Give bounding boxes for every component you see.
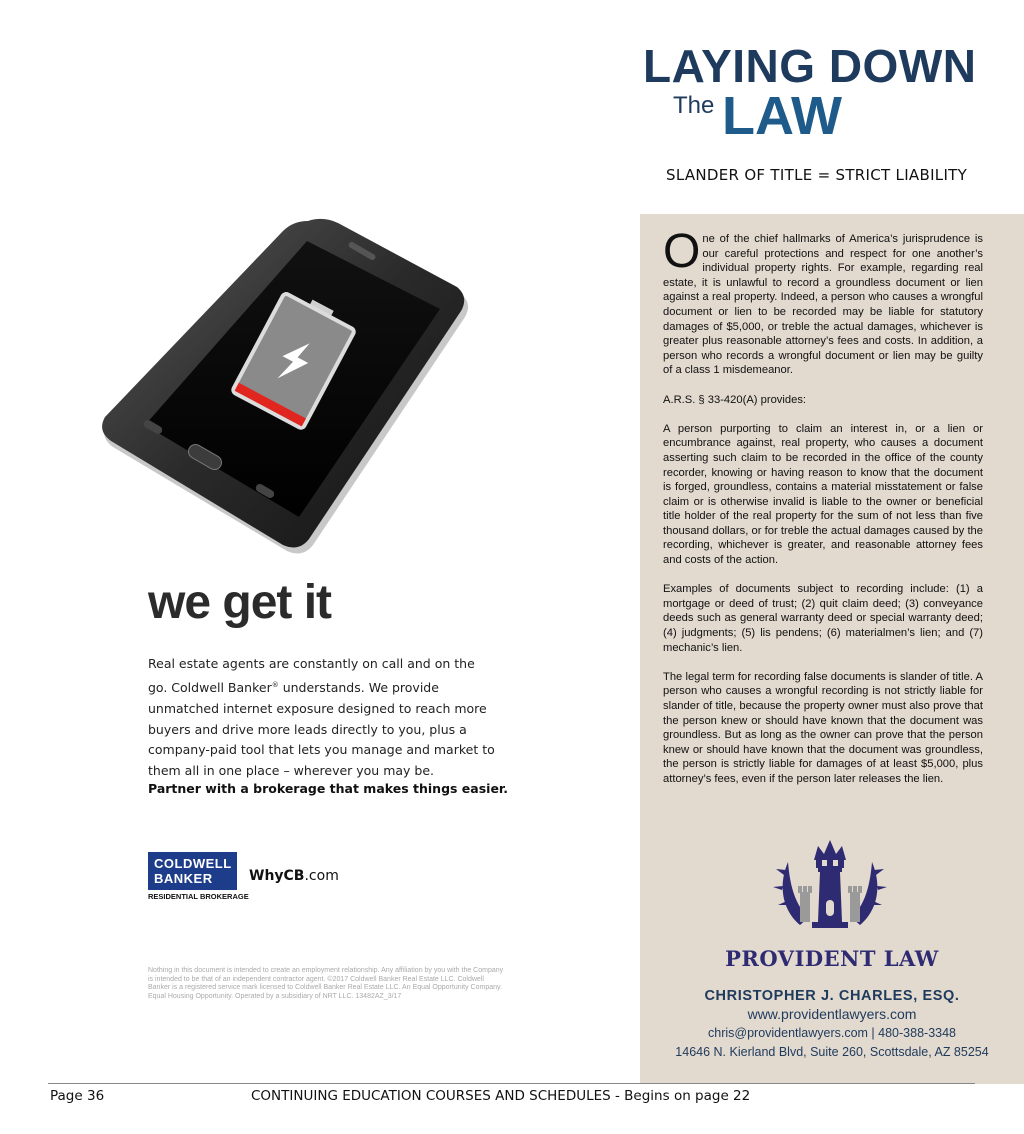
title-the: The	[673, 92, 715, 119]
drop-cap: O	[663, 225, 701, 278]
article-paragraph-5: The legal term for recording false documents is slander of title. A person who causes a wrongful recording is not strictly liable for slander of title, because the property owner must also prove that the person knew or should have known that the document was groundless. But as long as the owner can prove that the person knew or should have known that the document was groundless, the person is strictly liable for damages of at least $5,000, plus attorney’s fees, even if the person later releases the lien.	[663, 670, 983, 785]
article-paragraph-4: Examples of documents subject to recording include: (1) a mortgage or deed of trust; (2) quit claim deed; (3) conveyance deeds such as general warranty deed or special warranty deed; (4) judgments; (5) lis pendens; (6) materialmen’s lien; and (7) mechanic’s lien.	[663, 583, 983, 654]
footer-text: CONTINUING EDUCATION COURSES AND SCHEDULES - Begins on page 22	[251, 1088, 751, 1104]
article-paragraph-1: One of the chief hallmarks of America’s jurisprudence is our careful protections and respect for one another’s individual property rights. For example, regarding real estate, it is unlawful to record a groundless document or lien against a real property. Indeed, a person who causes a wrongful document or lien to be recorded may be liable for statutory damages of $5,000, or treble the actual damages, whichever is greater plus reasonable attorney’s fees and costs. In addition, a person who records a wrongful document or lien may be guilty of a class 1 misdemeanor.	[663, 225, 983, 377]
coldwell-banker-logo: COLDWELL BANKER	[148, 852, 237, 890]
page-title: LAYING DOWN	[643, 40, 977, 92]
article-paragraph-3: A person purporting to claim an interest in, or a lien or encumbrance against, real property, who causes a document asserting such claim to be recorded in the office of the county recorder, knowing or having reason to know that the document is forged, groundless, contains a material misstatement or false claim or is otherwise invalid is liable to the owner or beneficial title holder of the real property for the sum of not less than five thousand dollars, or for treble the actual damages caused by the recording, whichever is greater, and reasonable attorney fees and costs of the action.	[663, 422, 983, 567]
logo-subtitle: RESIDENTIAL BROKERAGE	[148, 892, 249, 901]
website-link[interactable]: www.providentlawyers.com	[747, 1006, 917, 1022]
ad-call-to-action: Partner with a brokerage that makes things easier.	[148, 781, 509, 796]
page-number: Page 36	[50, 1088, 105, 1104]
smartphone-low-battery-icon	[95, 215, 475, 560]
footer-divider	[48, 1083, 975, 1084]
ad-body-text: Real estate agents are constantly on call and on the go. Coldwell Banker® understands. We provide unmatched internet exposure designed to reach more buyers and drive more leads directly to you, plus a company-paid tool that lets you manage and market to them all in one place – wherever you may be.	[148, 656, 495, 779]
contact-info: chris@providentlawyers.com | 480-388-3348	[708, 1026, 956, 1040]
ad-url-link[interactable]: WhyCB.com	[249, 868, 339, 884]
ad-disclaimer: Nothing in this document is intended to create an employment relationship. Any affiliation by you with the Company is intended to be that of an independent contractor agent. ©2017 Coldwell Banker Real Estate LLC. Coldwell Banker is a registered service mark licensed to Coldwell Banker Real Estate LLC. An Equal Opportunity Company. Equal Housing Opportunity. Operated by a subsidiary of NRT LLC. 13482AZ_3/17	[148, 967, 504, 1000]
article-paragraph-2: A.R.S. § 33-420(A) provides:	[663, 393, 807, 406]
castle-tower-laurel-icon	[770, 830, 890, 945]
title-law: LAW	[722, 86, 842, 146]
article-subtitle: SLANDER OF TITLE = STRICT LIABILITY	[666, 166, 968, 184]
provident-law-name: PROVIDENT LAW	[725, 946, 939, 971]
office-address: 14646 N. Kierland Blvd, Suite 260, Scottsdale, AZ 85254	[675, 1045, 989, 1059]
attorney-name: CHRISTOPHER J. CHARLES, ESQ.	[704, 988, 960, 1004]
article-body	[663, 225, 983, 801]
ad-tagline: we get it	[148, 576, 332, 629]
